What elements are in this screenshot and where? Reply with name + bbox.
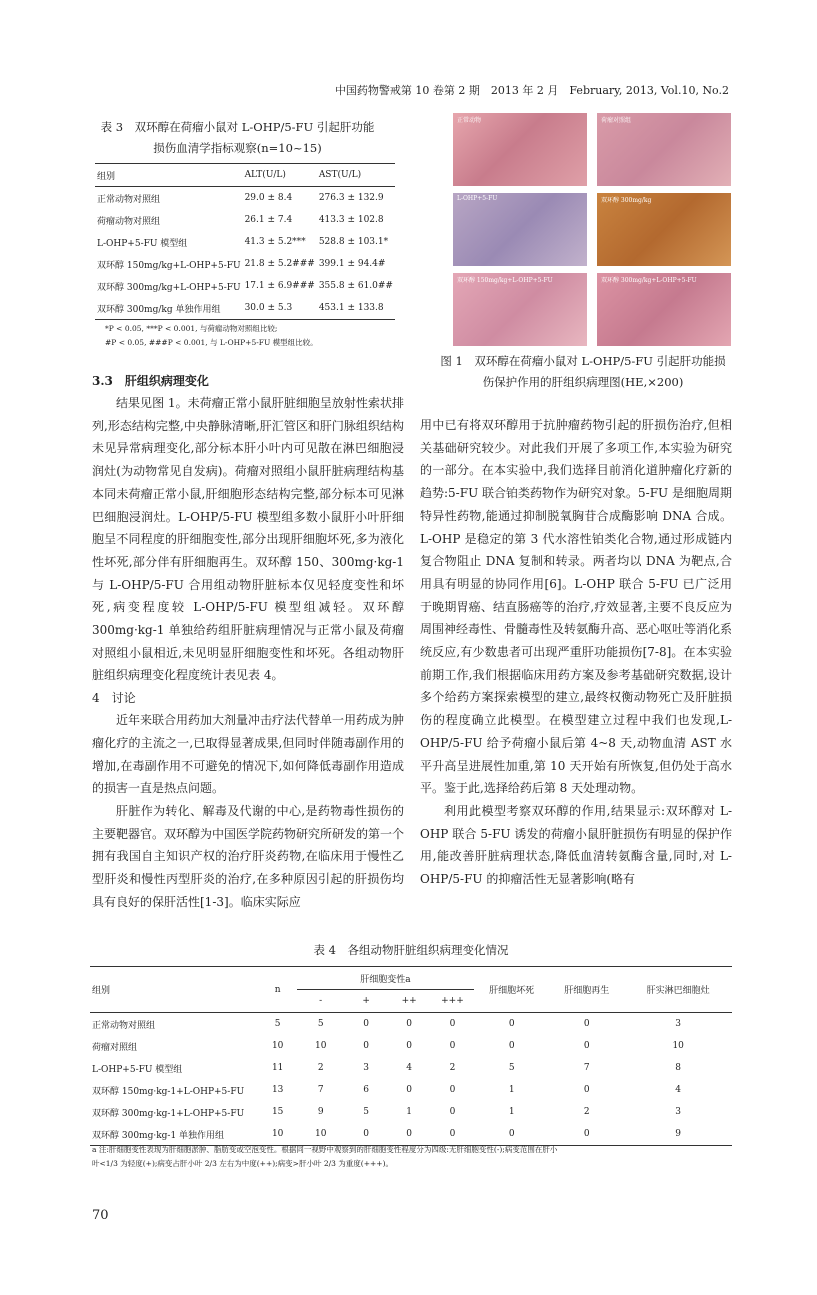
left-column <box>92 370 404 913</box>
table3-title-line2: 损伤血清学指标观察(n=10~15) <box>153 141 322 155</box>
table3-header-ast: AST(U/L) <box>318 170 362 180</box>
table4-cell: 0 <box>449 1041 456 1051</box>
table4-cell: 10 <box>314 1041 327 1051</box>
micrograph-image <box>453 273 587 346</box>
table3-cell: 荷瘤动物对照组 <box>97 216 161 227</box>
table3-cell: 21.8 ± 5.2### <box>244 259 315 269</box>
table4-cell: 8 <box>675 1063 682 1073</box>
table4-cell: 0 <box>583 1129 590 1139</box>
table3-cell: 双环醇 300mg/kg+L-OHP+5-FU <box>97 282 241 293</box>
figure1-caption <box>428 351 738 393</box>
table4-header-n: n <box>274 984 281 995</box>
paragraph: 近年来联合用药加大剂量冲击疗法代替单一用药成为肿瘤化疗的主流之一,已取得显著成果,但同时伴随毒副作用的增加,在毒副作用不可避免的情况下,如何降低毒副作用造成的损害一直是热点问题。 <box>92 713 405 796</box>
table4-cell: 0 <box>583 1085 590 1095</box>
table-row <box>90 1035 732 1057</box>
table4-header-group: 组别 <box>92 986 111 996</box>
table4-cell: 2 <box>583 1107 590 1117</box>
table4-cell: 4 <box>675 1085 682 1095</box>
table4-cell: 3 <box>675 1107 682 1117</box>
table3-cell: 276.3 ± 132.9 <box>318 193 384 203</box>
micrograph-image <box>453 113 587 186</box>
panel-label: 双环醇 150mg/kg+L-OHP+5-FU <box>457 277 553 284</box>
table4-cell: 9 <box>317 1107 324 1117</box>
panel-label: 双环醇 300mg/kg <box>601 197 652 204</box>
table4-subheader: ++ <box>401 996 417 1006</box>
table4-cell: 0 <box>508 1041 515 1051</box>
panel-label: 荷瘤对照组 <box>601 117 632 124</box>
paragraph: 利用此模型考察双环醇的作用,结果显示:双环醇对 L-OHP 联合 5-FU 诱发的荷瘤小鼠肝脏损伤有明显的保护作用,能改善肝脏病理状态,降低血清转氨酶含量,同时,对 L-OHP/5-FU 的抑瘤活性无显著影响(略有 <box>420 803 732 887</box>
table4-cell: 2 <box>317 1063 324 1073</box>
table4-cell: 10 <box>271 1129 284 1139</box>
table3-header-group: 组别 <box>97 171 116 182</box>
table4-cell: 5 <box>508 1063 515 1073</box>
table4-cell: 5 <box>317 1019 324 1029</box>
table4-cell: 7 <box>583 1063 590 1073</box>
table3-cell: 正常动物对照组 <box>97 194 161 205</box>
table4-cell: 正常动物对照组 <box>92 1020 156 1031</box>
table4-cell: 双环醇 150mg·kg-1+L-OHP+5-FU <box>92 1086 245 1097</box>
table4-cell: 0 <box>363 1041 369 1051</box>
micrograph-image <box>453 193 587 266</box>
table4-cell: 9 <box>675 1129 682 1139</box>
table4-subheader: + <box>362 996 370 1006</box>
figure1-caption-line1: 图 1 双环醇在荷瘤小鼠对 L-OHP/5-FU 引起肝功能损 <box>440 354 726 368</box>
table4-cell: 0 <box>363 1019 369 1029</box>
table-row <box>95 253 395 275</box>
table4-cell: 15 <box>271 1107 284 1117</box>
table4-cell: 1 <box>508 1107 515 1117</box>
table4-cell: 4 <box>406 1063 412 1073</box>
table3-cell: 30.0 ± 5.3 <box>244 303 293 313</box>
table4-header-row1 <box>90 967 732 990</box>
table4-cell: 0 <box>508 1019 515 1029</box>
table4-cell: 11 <box>271 1063 284 1073</box>
table3-note2: #P < 0.05, ###P < 0.001, 与 L-OHP+5-FU 模型组比较。 <box>105 338 318 347</box>
table3-header-alt: ALT(U/L) <box>244 170 286 180</box>
right-column <box>420 414 732 891</box>
table4-cell: 荷瘤对照组 <box>92 1042 138 1053</box>
table3-cell: 399.1 ± 94.4# <box>318 259 386 269</box>
table-row <box>90 1101 732 1123</box>
table4-cell: 0 <box>406 1129 412 1139</box>
table3-cell: 双环醇 150mg/kg+L-OHP+5-FU <box>97 260 241 271</box>
table4-header-lymph: 肝实淋巴细胞灶 <box>646 986 710 996</box>
table4-cell: 0 <box>406 1019 412 1029</box>
table4-footnote-line1: a 注:肝细胞变性表现为肝细胞淤肿、脂肪变或空泡变性。根据同一视野中观察到的肝细胞变性程度分为四级:无肝细胞变性(-);病变范围在肝小 <box>92 1145 558 1154</box>
table4-cell: 7 <box>317 1085 324 1095</box>
table4-cell: 2 <box>449 1063 456 1073</box>
paragraph: 用中已有将双环醇用于抗肿瘤药物引起的肝损伤治疗,但相关基础研究较少。对此我们开展了多项工作,本实验为研究的一部分。在本实验中,我们选择目前消化道肿瘤化疗新的趋势:5-FU 联合铂类药物作为研究对象。5-FU 是细胞周期特异性药物,能通过抑制脱氧胸苷合成酶影响 DNA 合成。L-OHP 是稳定的第 3 代水溶性铂类化合物,通过形成链内复合物阻止 DNA 复制和转录。两者均以 DNA 为靶点,合用具有明显的协同作用[6]。L-OHP 联合 5-FU 已广泛用于晚期胃癌、结直肠癌等的治疗,疗效显著,主要不良反应为周围神经毒性、骨髓毒性及转氨酶升高、恶心呕吐等消化系统反应,有少数患者可出现严重肝功能损伤[7-8]。在本实验前期工作,我们根据临床用药方案及参考基础研究数据,设计多个给药方案探索模型的建立,最终权衡动物死亡及肝脏损伤的程度确立此模型。在模型建立过程中我们也发现,L-OHP/5-FU 给予荷瘤小鼠后第 4~8 天,动物血清 AST 水平升高呈进展性加重,第 10 天开始有所恢复,但仍处于高水平。鉴于此,选择给药后第 8 天处理动物。 <box>420 418 733 796</box>
table4 <box>90 966 732 1146</box>
table3-cell: 26.1 ± 7.4 <box>244 215 293 225</box>
table4-cell: 3 <box>675 1019 682 1029</box>
table4-cell: 0 <box>406 1085 412 1095</box>
table4-subheader: - <box>319 996 323 1006</box>
table4-footnote-line2: 叶<1/3 为轻度(+);病变占肝小叶 2/3 左右为中度(++);病变>肝小叶 2/3 为重度(+++)。 <box>92 1159 394 1168</box>
table4-cell: 0 <box>449 1085 456 1095</box>
table4-cell: 5 <box>274 1019 281 1029</box>
table3-cell: 453.1 ± 133.8 <box>318 303 384 313</box>
table-row <box>95 231 395 253</box>
table-row <box>95 297 395 320</box>
micrograph-image <box>597 193 731 266</box>
table3-cell: 29.0 ± 8.4 <box>244 193 293 203</box>
panel-label: 正常动物 <box>457 117 482 124</box>
table4-cell: L-OHP+5-FU 模型组 <box>92 1064 183 1075</box>
table3-header-row <box>95 164 395 187</box>
table4-header-degeneration: 肝细胞变性a <box>297 967 474 990</box>
table4-cell: 1 <box>406 1107 412 1117</box>
table4-cell: 双环醇 300mg·kg-1+L-OHP+5-FU <box>92 1108 245 1119</box>
table4-cell: 10 <box>271 1041 284 1051</box>
table4-cell: 0 <box>583 1041 590 1051</box>
table3-cell: 17.1 ± 6.9### <box>244 281 315 291</box>
table4-cell: 0 <box>449 1129 456 1139</box>
panel-label: L-OHP+5-FU <box>457 195 498 202</box>
table3-note1: *P < 0.05, ***P < 0.001, 与荷瘤动物对照组比较; <box>105 324 278 333</box>
table3-cell: L-OHP+5-FU 模型组 <box>97 238 188 249</box>
table3-cell: 41.3 ± 5.2*** <box>244 237 306 247</box>
table4-cell: 6 <box>363 1085 369 1095</box>
table3-cell: 355.8 ± 61.0## <box>318 281 393 291</box>
table4-header-necrosis: 肝细胞坏死 <box>489 986 535 996</box>
section-heading-3-3: 3.3 肝组织病理变化 <box>92 374 209 388</box>
table-row <box>90 1057 732 1079</box>
table4-cell: 双环醇 300mg·kg-1 单独作用组 <box>92 1130 225 1141</box>
table4-cell: 0 <box>449 1107 456 1117</box>
table4-cell: 0 <box>508 1129 515 1139</box>
table4-subheader: +++ <box>441 996 464 1006</box>
table-row <box>90 1079 732 1101</box>
table4-header-regeneration: 肝细胞再生 <box>564 986 610 996</box>
table4-cell: 0 <box>583 1019 590 1029</box>
table4-cell: 10 <box>314 1129 327 1139</box>
table4-cell: 13 <box>271 1085 284 1095</box>
table4-cell: 0 <box>406 1041 412 1051</box>
table4-title: 表 4 各组动物肝脏组织病理变化情况 <box>313 943 509 957</box>
figure1-caption-line2: 伤保护作用的肝组织病理图(HE,×200) <box>482 375 684 389</box>
table3-notes <box>105 322 385 350</box>
table4-cell: 10 <box>672 1041 684 1051</box>
table4-cell: 0 <box>363 1129 369 1139</box>
paragraph: 结果见图 1。未荷瘤正常小鼠肝脏细胞呈放射性索状排列,形态结构完整,中央静脉清晰,肝汇管区和肝门脉组织结构未见异常病理变化,部分标本肝小叶内可见散在淋巴细胞浸润灶(为动物常见自发病)。荷瘤对照组小鼠肝脏病理结构基本同未荷瘤正常小鼠,肝细胞形态结构完整,部分标本可见淋巴细胞浸润灶。L-OHP/5-FU 模型组多数小鼠肝小叶肝细胞呈不同程度的肝细胞变性,部分出现肝细胞坏死,多为液化性坏死,部分伴有肝细胞再生。双环醇 150、300mg·kg-1 与 L-OHP/5-FU 合用组动物肝脏标本仅见轻度变性和坏死,病变程度较 L-OHP/5-FU 模型组减轻。双环醇 300mg·kg-1 单独给药组肝脏病理情况与正常小鼠及荷瘤对照组小鼠相近,未见明显肝细胞变性和坏死。各组动物肝脏组织病理变化程度统计表见表 4。 <box>92 396 404 683</box>
micrograph-image <box>597 113 731 186</box>
paragraph: 肝脏作为转化、解毒及代谢的中心,是药物毒性损伤的主要靶器官。双环醇为中国医学院药物研究所研发的第一个拥有我国自主知识产权的治疗肝炎药物,在临床用于慢性乙型肝炎和慢性丙型肝炎的治疗,在多种原因引起的肝损伤均具有良好的保肝活性[1-3]。临床实际应 <box>92 803 405 909</box>
table3-title-line1: 表 3 双环醇在荷瘤小鼠对 L-OHP/5-FU 引起肝功能 <box>100 120 375 134</box>
table3-title <box>95 117 380 159</box>
table4-cell: 1 <box>508 1085 515 1095</box>
running-header: 中国药物警戒第 10 卷第 2 期 2013 年 2 月 February, 2013, Vol.10, No.2 <box>334 84 729 97</box>
table4-cell: 0 <box>449 1019 456 1029</box>
table-row <box>90 1013 732 1036</box>
table4-cell: 3 <box>363 1063 369 1073</box>
page-number: 70 <box>92 1208 109 1223</box>
table4-cell: 5 <box>363 1107 369 1117</box>
table3-cell: 413.3 ± 102.8 <box>318 215 384 225</box>
table3-cell: 528.8 ± 103.1* <box>318 237 389 247</box>
table3 <box>95 163 395 320</box>
figure1-panels <box>453 113 731 349</box>
micrograph-image <box>597 273 731 346</box>
table3-cell: 双环醇 300mg/kg 单独作用组 <box>97 304 221 315</box>
panel-label: 双环醇 300mg/kg+L-OHP+5-FU <box>601 277 697 284</box>
section-heading-4: 4 讨论 <box>92 691 136 706</box>
table4-footnote <box>92 1143 732 1171</box>
table-row <box>95 275 395 297</box>
table-row <box>95 187 395 210</box>
table-row <box>95 209 395 231</box>
